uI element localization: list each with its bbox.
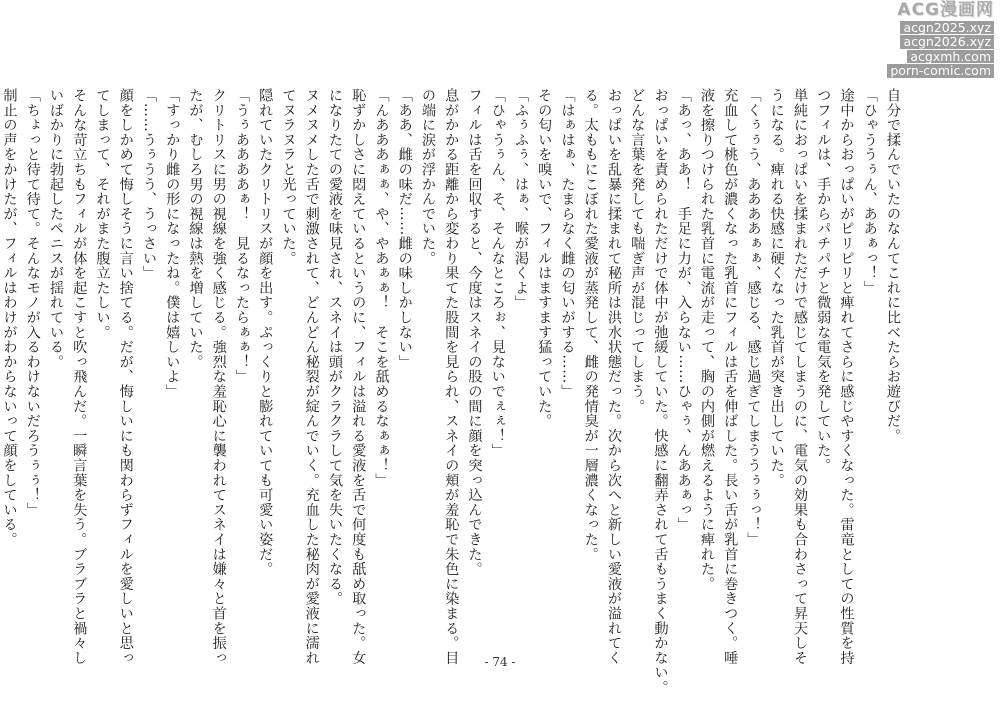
text-line: いばかりに勃起したペニスが揺れている。 bbox=[48, 88, 64, 370]
text-line: 自分で揉んでいたのなんてこれに比べたらお遊びだ。 bbox=[885, 88, 901, 444]
text-line: そんな苛立ちもフィルが体を起こすと吹っ飛んだ。一瞬言葉を失う。ブラブラと禍々し bbox=[71, 88, 88, 666]
text-line: クリトリスに男の視線を強く感じる。強烈な羞恥心に襲われてスネイは嫌々と首を振っ bbox=[210, 88, 227, 666]
text-line: たが、むしろ男の視線は熱を増していた。 bbox=[187, 88, 204, 370]
watermark-url: acgxmh.com bbox=[907, 50, 994, 64]
text-line: 制止の声をかけたが、フィルはわけがわからないって顔をしている。 bbox=[1, 88, 18, 547]
text-line: 「ひゃううぅん、ああぁっ！」 bbox=[861, 88, 878, 296]
watermark-url: acgn2025.xyz bbox=[900, 21, 994, 35]
text-line: 液を擦りつけられた乳首に電流が走って、胸の内側が燃えるように痺れた。 bbox=[699, 88, 715, 592]
text-line: てヌラヌラと光っていた。 bbox=[280, 88, 297, 266]
text-line: つフィルは、手からパチパチと微弱な電気を発していた。 bbox=[815, 88, 832, 473]
text-line: ヌメヌメした舌で刺激されて、どんどん秘裂が綻んでいく。充血した秘肉が愛液に濡れ bbox=[303, 88, 320, 666]
text-line: 息がかかる距離から変わり果てた股間を見られ、スネイの頬が羞恥で朱色に染まる。目 bbox=[443, 88, 460, 666]
text-line: おっぱいを乱暴に揉まれて秘所は洪水状態だった。次から次へと新しい愛液が溢れてく bbox=[606, 88, 622, 666]
text-line: 顔をしかめて悔しそうに言い捨てる。だが、悔しいにも関わらずフィルを愛しいと思っ bbox=[117, 88, 134, 666]
text-line: 「あっ、ああ！ 手足に力が、入らない……ひゃぅ、んああぁっ」 bbox=[675, 88, 692, 532]
text-line: 途中からおっぱいがピリピリと痺れてさらに感じやすくなった。雷竜としての性質を持 bbox=[838, 88, 855, 666]
text-line: の端に涙が浮かんでいた。 bbox=[420, 88, 436, 266]
watermark bbox=[866, 0, 994, 78]
watermark-url: acgn2026.xyz bbox=[900, 35, 994, 49]
text-line: うになる。痺れる快感に硬くなった乳首が突き出していた。 bbox=[768, 88, 785, 488]
text-line: 充血して桃色が濃くなった乳首にフィルは舌を伸ばした。長い舌が乳首に巻きつく。唾 bbox=[722, 88, 739, 666]
watermark-logo: ACG漫画网 bbox=[897, 0, 994, 20]
text-line: る。太ももにこぼれた愛液が蒸発して、雌の発情臭が一層濃くなった。 bbox=[582, 88, 599, 562]
text-line: 「はぁはぁ、たまらなく雌の匂いがする……」 bbox=[559, 88, 576, 399]
text-line: 「ふぅふぅ、はぁ、喉が渇くよ」 bbox=[513, 88, 529, 310]
text-line: 「んあああぁぁ、や、やあぁぁ！ そこを舐めるなぁぁ！」 bbox=[373, 88, 390, 488]
text-line: 単純におっぱいを揉まれただけで感じてしまうのに、電気の効果も合わさって昇天しそ bbox=[792, 88, 808, 666]
page-number: - 74 - bbox=[484, 655, 516, 669]
text-line: フィルは舌を回収すると、今度はスネイの股の間に顔を突っ込んできた。 bbox=[466, 88, 483, 577]
text-line: 「ひゃうぅん、そ、そんなところぉ、見ないでぇぇ！」 bbox=[489, 88, 506, 458]
text-line: 隠れていたクリトリスが顔を出す。ぷっくりと膨れていても可愛い姿だ。 bbox=[257, 88, 274, 577]
watermark-url: porn-comic.com bbox=[887, 64, 994, 78]
text-line: 「すっかり雌の形になったね。僕は嬉しいよ」 bbox=[164, 88, 181, 399]
text-line: どんな言葉を発しても喘ぎ声が混じってしまう。 bbox=[629, 88, 646, 414]
text-line: その匂いを嗅いで、フィルはますます猛っていた。 bbox=[536, 88, 553, 429]
text-line: 「ああ、雌の味だ……雌の味しかしない」 bbox=[396, 88, 413, 370]
text-line: てしまって、それがまた腹立たしい。 bbox=[94, 88, 111, 340]
text-line: 恥ずかしさに悶えているというのに、フィルは溢れる愛液を舌で何度も舐め取った。女 bbox=[350, 88, 367, 666]
text-line: になりたての愛液を味見され、スネイは頭がクラクラして気を失いたくなる。 bbox=[327, 88, 343, 606]
text-line: 「くぅぅう、ああああぁぁ、感じる、感じ過ぎてしまううぅぅっ！」 bbox=[745, 88, 762, 547]
text-line: 「うぅああああぁ！ 見るなったらぁぁ！」 bbox=[234, 88, 250, 384]
text-line: 「……うぅうう、うっさい」 bbox=[141, 88, 157, 281]
text-line: 「ちょっと待て待て。そんなモノが入るわけないだろうぅぅ！」 bbox=[24, 88, 41, 518]
text-line: おっぱいを責められただけで体中が弛緩していた。快感に翻弄されて舌もうまく動かない。 bbox=[652, 88, 669, 695]
